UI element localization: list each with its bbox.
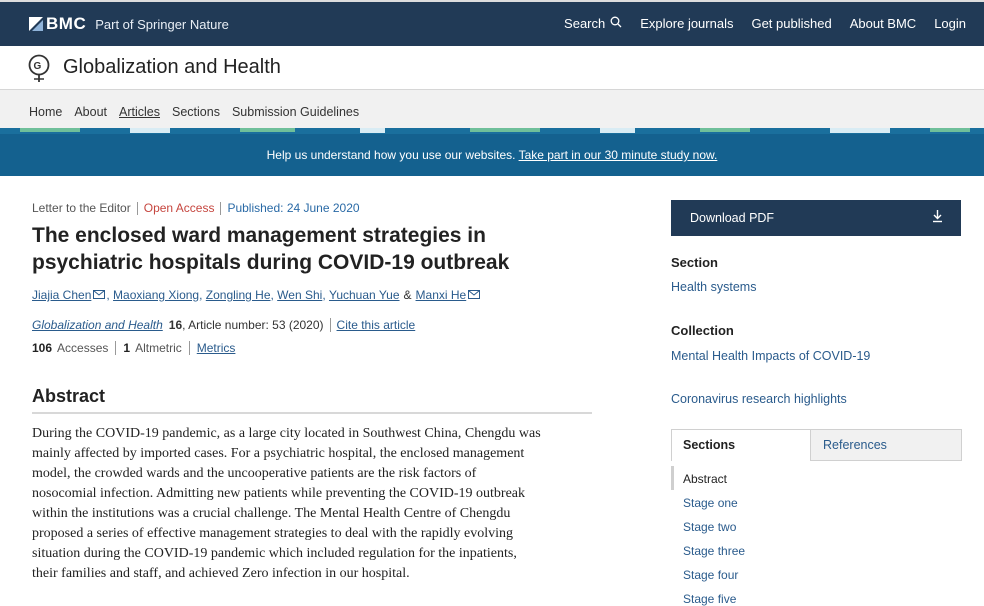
abstract-line: within the institutions was a crucial challenge. The Mental Health Centre of Chengdu	[32, 506, 511, 521]
search-link[interactable]	[564, 16, 622, 31]
journal-name-link[interactable]: Globalization and Health	[32, 318, 163, 332]
collection-heading: Collection	[671, 323, 734, 338]
journal-title[interactable]: Globalization and Health	[63, 56, 281, 78]
altmetric-label: Altmetric	[135, 341, 182, 355]
subnav-about[interactable]	[74, 105, 107, 119]
metrics-divider	[189, 341, 190, 355]
citation-line	[32, 318, 415, 332]
citation-divider	[330, 318, 331, 332]
toc-item-stage-one[interactable]: Stage one	[683, 496, 738, 510]
banner-text: Help us understand how you use our websites.	[266, 148, 516, 162]
tab-references-label: References	[823, 438, 887, 452]
toc-item-abstract[interactable]: Abstract	[671, 466, 961, 490]
journal-logo-icon[interactable]	[28, 53, 52, 83]
abstract-line: model, the crowded wards and the uncooperative patients are the risk factors of	[32, 466, 477, 481]
toc-item-stage-three[interactable]: Stage three	[683, 544, 746, 558]
about-bmc-link[interactable]: About BMC	[849, 16, 917, 31]
abstract-line: situation during the COVID-19 pandemic which included regulation for the inpatients,	[32, 546, 517, 561]
tab-sections[interactable]	[672, 430, 811, 461]
survey-banner	[0, 134, 984, 176]
abstract-line: their families and staff, and achieved Zero infection in our hospital.	[32, 566, 410, 581]
bmc-mark-icon	[29, 17, 43, 31]
article-meta	[32, 201, 360, 215]
open-access-badge: Open Access	[143, 201, 215, 215]
brand-name: BMC	[46, 14, 87, 33]
subnav-submission-guidelines[interactable]	[232, 105, 359, 119]
subnav-submission-label: Submission Guidelines	[231, 105, 360, 119]
email-icon[interactable]	[468, 288, 480, 302]
article-type: Letter to the Editor	[32, 201, 131, 215]
subnav-sections-label: Sections	[172, 105, 220, 119]
tab-references[interactable]	[812, 430, 962, 461]
search-icon	[610, 16, 622, 31]
research-highlights-link[interactable]: Coronavirus research highlights	[671, 392, 847, 406]
author-link[interactable]: Zongling He	[205, 288, 271, 302]
explore-journals-link[interactable]: Explore journals	[640, 16, 734, 31]
journal-subnav	[0, 90, 984, 132]
subnav-sections[interactable]	[172, 105, 220, 119]
author-separator: ,	[199, 288, 206, 302]
cite-this-article-link[interactable]: Cite this article	[336, 318, 416, 332]
metrics-divider	[115, 341, 116, 355]
published-date: Published: 24 June 2020	[227, 201, 360, 215]
search-label: Search	[564, 16, 606, 31]
toc-item-stage-four[interactable]: Stage four	[683, 568, 739, 582]
collection-link[interactable]: Mental Health Impacts of COVID-19	[671, 349, 871, 363]
article-metrics	[32, 341, 235, 355]
section-toc	[671, 466, 961, 606]
accesses-label: Accesses	[57, 341, 109, 355]
toc-item-stage-five[interactable]: Stage five	[683, 592, 737, 606]
subnav-articles[interactable]	[119, 105, 160, 119]
section-link[interactable]: Health systems	[671, 280, 757, 294]
subnav-about-label: About	[74, 105, 108, 119]
author-link[interactable]: Maoxiang Xiong	[113, 288, 200, 302]
author-link[interactable]: Wen Shi	[277, 288, 323, 302]
article-title: The enclosed ward management strategies in psychiatric hospitals during COVID-19 outbreak	[32, 224, 510, 274]
toc-item-stage-two[interactable]: Stage two	[683, 520, 737, 534]
article-tabs	[671, 429, 962, 461]
article-number: , Article number: 53 (2020)	[182, 318, 324, 332]
author-link[interactable]: Manxi He	[415, 288, 467, 302]
abstract-line: During the COVID-19 pandemic, as a large city located in Southwest China, Chengdu was	[32, 426, 541, 441]
subnav-home-label: Home	[29, 105, 63, 119]
author-separator: ,	[322, 288, 329, 302]
subnav-home[interactable]	[29, 105, 62, 119]
meta-divider	[220, 202, 221, 215]
svg-text:G: G	[33, 61, 42, 72]
brand-tagline: Part of Springer Nature	[95, 16, 229, 32]
abstract-line: mainly affected by imported cases. For a psychiatric hospital, the enclosed management	[32, 446, 525, 461]
abstract-line: proposed a series of effective management strategies to deal with the rapidly evolving	[32, 526, 514, 541]
accesses-count: 106	[32, 341, 53, 355]
email-icon[interactable]	[93, 288, 105, 302]
meta-divider	[137, 202, 138, 215]
author-conjunction: &	[403, 288, 412, 302]
journal-header	[0, 46, 984, 90]
top-nav	[546, 16, 966, 31]
section-heading: Section	[671, 255, 718, 270]
author-link[interactable]: Jiajia Chen	[32, 288, 92, 302]
abstract-line: nosocomial infection. Admitting new patients while preventing the COVID-19 outbreak	[32, 486, 526, 501]
login-link[interactable]: Login	[934, 16, 966, 31]
author-list	[32, 288, 481, 302]
download-pdf-label: Download PDF	[690, 211, 775, 225]
top-bar	[0, 0, 984, 46]
metrics-link[interactable]: Metrics	[196, 341, 236, 355]
author-separator: ,	[270, 288, 278, 302]
subnav-articles-label: Articles	[119, 105, 160, 119]
banner-study-link[interactable]: Take part in our 30 minute study now.	[518, 148, 718, 162]
download-pdf-button[interactable]	[671, 200, 961, 236]
abstract-heading: Abstract	[32, 386, 106, 406]
abstract-divider	[32, 412, 592, 414]
altmetric-count: 1	[123, 341, 131, 355]
author-link[interactable]: Yuchuan Yue	[328, 288, 400, 302]
get-published-link[interactable]: Get published	[751, 16, 832, 31]
download-icon	[932, 210, 943, 226]
abstract-text	[32, 424, 592, 584]
author-separator: ,	[106, 288, 114, 302]
tab-sections-label: Sections	[683, 438, 736, 452]
volume-number: 16	[168, 318, 183, 332]
bmc-logo[interactable]	[29, 14, 229, 34]
